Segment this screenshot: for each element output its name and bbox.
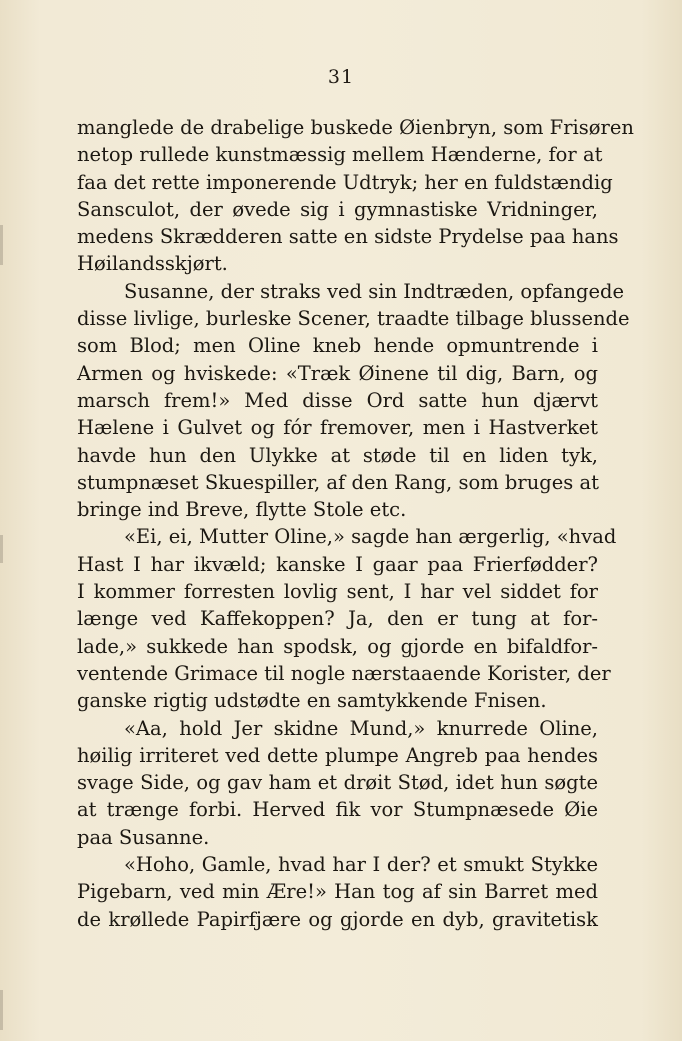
text-line: faa det rette imponerende Udtryk; her en fuldstændig [77,170,613,194]
text-line: Armen og hviskede: «Træk Øinene til dig, Barn, og [77,361,598,385]
text-line: svage Side, og gav ham et drøit Stød, idet hun søgte [77,771,598,795]
text-line: ganske rigtig udstødte en samtykkende Fnisen. [77,689,547,713]
text-line: Susanne, der straks ved sin Indtræden, opfangede [124,279,625,303]
text-line: manglede de drabelige buskede Øienbryn, som Frisøren [77,116,634,139]
text-line: høilig irriteret ved dette plumpe Angreb paa hendes [77,743,598,767]
text-line: Hast I har ikvæld; kanske I gaar paa Frierfødder? [77,552,598,576]
text-line: marsch frem!» Med disse Ord satte hun djærvt [77,388,598,412]
text-line: som Blod; men Oline kneb hende opmuntrende i [77,334,598,358]
text-line: de krøllede Papirfjære og gjorde en dyb, gravitetisk [77,907,598,931]
page-edge-shadow [0,225,3,265]
text-line: Høilandsskjørt. [77,252,228,276]
text-line: Hælene i Gulvet og fór fremover, men i Hastverket [77,416,598,440]
text-line: paa Susanne. [77,825,210,849]
text-line: «Ei, ei, Mutter Oline,» sagde han ærgerlig, «hvad [124,525,617,549]
text-line: Pigebarn, ved min Ære!» Han tog af sin Barret med [77,880,598,904]
text-line: medens Skrædderen satte en sidste Prydelse paa hans [77,225,619,249]
text-line: netop rullede kunstmæssig mellem Hænderne, for at [77,143,603,167]
text-line: havde hun den Ulykke at støde til en liden tyk, [77,443,598,467]
text-line: at trænge forbi. Herved fik vor Stumpnæsede Øie [77,798,598,822]
text-line: I kommer forresten lovlig sent, I har vel siddet for [77,580,598,604]
text-line: Sansculot, der øvede sig i gymnastiske Vridninger, [77,197,598,221]
text-line: bringe ind Breve, flytte Stole etc. [77,498,407,522]
text-line: disse livlige, burleske Scener, traadte tilbage blussende [77,307,630,331]
text-line: lade,» sukkede han spodsk, og gjorde en bifaldfor- [77,634,598,658]
page-edge-shadow [0,535,3,563]
body-text [77,114,634,933]
text-line: stumpnæset Skuespiller, af den Rang, som bruges at [77,470,599,494]
page-number: 31 [327,66,355,88]
text-line: «Aa, hold Jer skidne Mund,» knurrede Oline, [124,716,598,740]
text-line: «Hoho, Gamle, hvad har I der? et smukt Stykke [124,853,598,877]
text-line: ventende Grimace til nogle nærstaaende Korister, der [77,661,611,685]
page-edge-shadow [0,990,3,1030]
text-line: længe ved Kaffekoppen? Ja, den er tung at for- [77,607,598,631]
